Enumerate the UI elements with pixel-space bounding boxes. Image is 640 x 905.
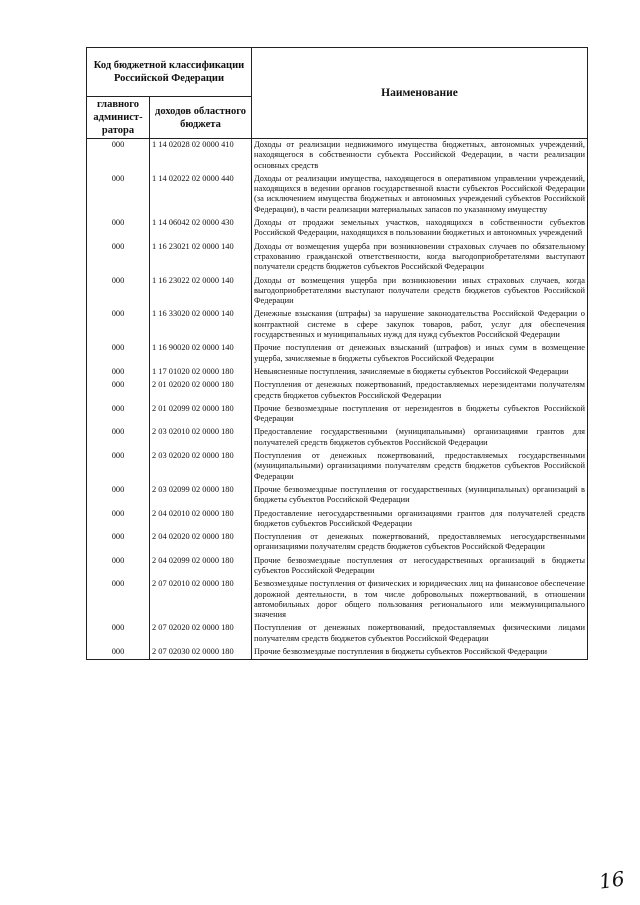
table-body: [87, 139, 588, 660]
header-budget-classification-code: Код бюджетной классификации Российской Федерации: [87, 48, 252, 97]
table-row: [87, 531, 588, 555]
income-code-cell: 2 04 02099 02 0000 180: [150, 555, 252, 579]
table-row: [87, 484, 588, 508]
admin-code-cell: 000: [87, 646, 150, 660]
description-cell: Предоставление негосударственными организациями грантов для получателей средств бюджетов субъектов Российской Федерации: [252, 508, 588, 532]
table-row: [87, 241, 588, 275]
income-code-cell: 1 14 06042 02 0000 430: [150, 217, 252, 241]
table-row: [87, 426, 588, 450]
table-row: [87, 403, 588, 427]
income-code-cell: 2 07 02020 02 0000 180: [150, 622, 252, 646]
description-cell: Предоставление государственными (муниципальными) организациями грантов для получателей средств бюджетов субъектов Российской Федерации: [252, 426, 588, 450]
admin-code-cell: 000: [87, 342, 150, 366]
table-row: [87, 275, 588, 309]
description-cell: Доходы от реализации имущества, находящегося в оперативном управлении учреждений, находящихся в ведении органов государственной власти субъектов Российской Федерации (за исключением имущества бюджетных и автономных учреждений субъектов Российской Федерации), в части реализации материальных запасов по указанному имуществу: [252, 173, 588, 217]
description-cell: Прочие безвозмездные поступления от нерезидентов в бюджеты субъектов Российской Федерации: [252, 403, 588, 427]
description-cell: Поступления от денежных пожертвований, предоставляемых физическими лицами получателям средств бюджетов субъектов Российской Федерации: [252, 622, 588, 646]
table-row: [87, 139, 588, 173]
income-code-cell: 2 03 02010 02 0000 180: [150, 426, 252, 450]
table-row: [87, 622, 588, 646]
table-row: [87, 508, 588, 532]
income-code-cell: 2 07 02030 02 0000 180: [150, 646, 252, 660]
admin-code-cell: 000: [87, 217, 150, 241]
income-code-cell: 2 03 02099 02 0000 180: [150, 484, 252, 508]
description-cell: Доходы от возмещения ущерба при возникновении иных страховых случаев, когда выгодоприобретателями выступают получатели средств бюджетов субъектов Российской Федерации: [252, 275, 588, 309]
table-row: [87, 646, 588, 660]
income-code-cell: 1 14 02022 02 0000 440: [150, 173, 252, 217]
description-cell: Прочие безвозмездные поступления от негосударственных организаций в бюджеты субъектов Российской Федерации: [252, 555, 588, 579]
header-chief-administrator: главного админист-ратора: [87, 97, 150, 139]
admin-code-cell: 000: [87, 241, 150, 275]
admin-code-cell: 000: [87, 484, 150, 508]
income-code-cell: 1 14 02028 02 0000 410: [150, 139, 252, 173]
income-code-cell: 1 17 01020 02 0000 180: [150, 366, 252, 379]
income-code-cell: 1 16 23021 02 0000 140: [150, 241, 252, 275]
admin-code-cell: 000: [87, 139, 150, 173]
admin-code-cell: 000: [87, 426, 150, 450]
description-cell: Безвозмездные поступления от физических и юридических лиц на финансовое обеспечение дорожной деятельности, в том числе добровольных пожертвований, в отношении автомобильных дорог общего пользования регионального или межмуниципального значения: [252, 578, 588, 622]
admin-code-cell: 000: [87, 578, 150, 622]
description-cell: Поступления от денежных пожертвований, предоставляемых нерезидентами получателям средств бюджетов субъектов Российской Федерации: [252, 379, 588, 403]
description-cell: Поступления от денежных пожертвований, предоставляемых негосударственными организациями получателям средств бюджетов субъектов Российской Федерации: [252, 531, 588, 555]
admin-code-cell: 000: [87, 366, 150, 379]
income-code-cell: 1 16 33020 02 0000 140: [150, 308, 252, 342]
description-cell: Прочие безвозмездные поступления в бюджеты субъектов Российской Федерации: [252, 646, 588, 660]
admin-code-cell: 000: [87, 531, 150, 555]
admin-code-cell: 000: [87, 379, 150, 403]
description-cell: Доходы от реализации недвижимого имущества бюджетных, автономных учреждений, находящегося в собственности субъекта Российской Федерации, в части реализации основных средств: [252, 139, 588, 173]
description-cell: Поступления от денежных пожертвований, предоставляемых государственными (муниципальными) организациями получателям средств бюджетов субъектов Российской Федерации: [252, 450, 588, 484]
income-code-cell: 2 07 02010 02 0000 180: [150, 578, 252, 622]
header-name: Наименование: [252, 48, 588, 139]
admin-code-cell: 000: [87, 308, 150, 342]
table-row: [87, 173, 588, 217]
income-code-cell: 2 01 02099 02 0000 180: [150, 403, 252, 427]
page-number: 16: [597, 866, 626, 894]
income-code-cell: 2 04 02010 02 0000 180: [150, 508, 252, 532]
table-row: [87, 578, 588, 622]
table-row: [87, 342, 588, 366]
income-code-cell: 2 04 02020 02 0000 180: [150, 531, 252, 555]
income-code-cell: 2 03 02020 02 0000 180: [150, 450, 252, 484]
table-row: [87, 366, 588, 379]
income-code-cell: 1 16 23022 02 0000 140: [150, 275, 252, 309]
description-cell: Денежные взыскания (штрафы) за нарушение законодательства Российской Федерации о контрактной системе в сфере закупок товаров, работ, услуг для обеспечения государственных и муниципальных нужд для нужд субъектов Российской Федерации: [252, 308, 588, 342]
table-header: [87, 48, 588, 139]
admin-code-cell: 000: [87, 403, 150, 427]
table-row: [87, 450, 588, 484]
table-row: [87, 217, 588, 241]
description-cell: Прочие безвозмездные поступления от государственных (муниципальных) организаций в бюджеты субъектов Российской Федерации: [252, 484, 588, 508]
admin-code-cell: 000: [87, 508, 150, 532]
header-regional-budget-income: доходов областного бюджета: [150, 97, 252, 139]
admin-code-cell: 000: [87, 622, 150, 646]
income-code-cell: 2 01 02020 02 0000 180: [150, 379, 252, 403]
admin-code-cell: 000: [87, 450, 150, 484]
table-row: [87, 555, 588, 579]
description-cell: Прочие поступления от денежных взысканий (штрафов) и иных сумм в возмещение ущерба, зачисляемые в бюджеты субъектов Российской Федерации: [252, 342, 588, 366]
table-row: [87, 379, 588, 403]
description-cell: Доходы от продажи земельных участков, находящихся в собственности субъектов Российской Федерации, находящихся в пользовании бюджетных и автономных учреждений: [252, 217, 588, 241]
income-code-cell: 1 16 90020 02 0000 140: [150, 342, 252, 366]
table-row: [87, 308, 588, 342]
budget-classification-table: [86, 47, 588, 660]
admin-code-cell: 000: [87, 555, 150, 579]
admin-code-cell: 000: [87, 173, 150, 217]
admin-code-cell: 000: [87, 275, 150, 309]
description-cell: Невыясненные поступления, зачисляемые в бюджеты субъектов Российской Федерации: [252, 366, 588, 379]
description-cell: Доходы от возмещения ущерба при возникновении страховых случаев по обязательному страхованию гражданской ответственности, когда выгодоприобретателями выступают получатели средств бюджетов субъектов Российской Федерации: [252, 241, 588, 275]
